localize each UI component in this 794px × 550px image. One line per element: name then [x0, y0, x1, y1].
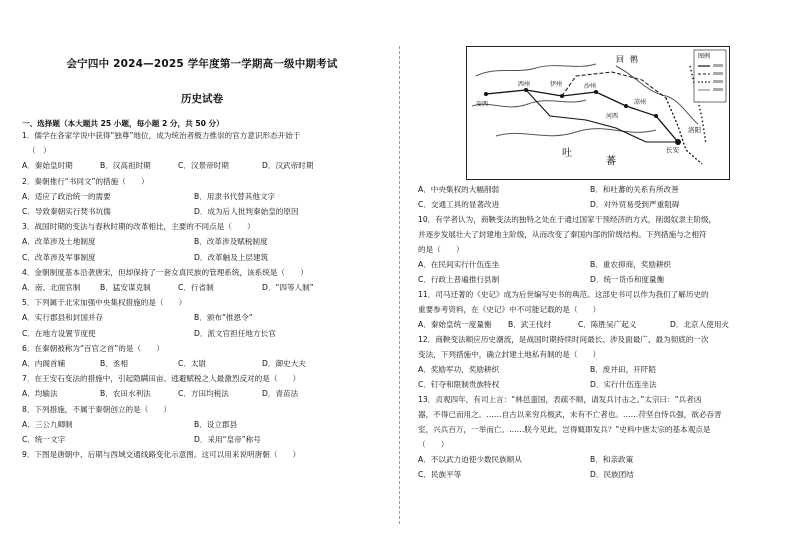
answer-option: C．汉景帝时期 [178, 161, 229, 171]
answer-option: D．采用“皇帝”称号 [194, 435, 261, 444]
answer-option: B．废井田，开阡陌 [590, 365, 656, 374]
answer-option: C．交通工具的显著改进 [418, 200, 500, 209]
answer-option: B．农田水利法 [100, 389, 151, 399]
question-stem: 重要参考资料，在《史记》中不可能记载的是（ ） [418, 305, 601, 314]
answer-option: B．和亲政策 [590, 455, 634, 464]
answer-option: A．内阁首辅 [22, 359, 66, 368]
answer-option: B．改革涉及赋税制度 [194, 237, 268, 247]
answer-option: B．颁布“推恩令” [194, 313, 253, 323]
answer-option: D．“四等人制” [262, 283, 314, 292]
question-stem: （ ） [418, 440, 449, 449]
answer-option: C．钉夺和限制贵族特权 [418, 380, 500, 389]
question-stem: 3．战国时期的变法与春秋时期的改革相比，主要的不同点是（ ） [22, 222, 255, 232]
map-label-hui: 回 [616, 55, 624, 64]
answer-option: A．中央集权的大幅削弱 [418, 185, 500, 194]
map-label-anxi: 安西 [476, 101, 489, 108]
map-legend-title: 图例 [698, 53, 711, 60]
question-stem: 6．在秦朝被称为“百官之首”的是（ ） [22, 343, 164, 353]
answer-option: B．猛安谋克制 [100, 283, 151, 292]
answer-option: C．陈胜吴广起义 [578, 320, 637, 329]
answer-option: A．在民间实行什伍连坐 [418, 260, 500, 269]
column-divider [399, 46, 400, 524]
question-stem: 12．商鞅变法顺应历史潮流，是战国时期持续时间最长、涉及面最广、最为彻底的一次 [418, 335, 709, 344]
answer-option: A．三公九卿制 [22, 419, 73, 429]
answer-option: B．重农抑商，奖励耕织 [590, 260, 672, 269]
answer-option: D．实行什伍连坐法 [590, 380, 657, 389]
question-stem: 室，兴兵百万，一举而亡。……朕今见此，岂得辄即发兵？”史料中唐太宗的基本观点是 [418, 425, 711, 434]
answer-option: A．均输法 [22, 389, 58, 399]
question-stem: 7．在王安石变法的措施中，引起隐瞒田亩、逃避赋税之人最激烈反对的是（ ） [22, 374, 301, 384]
answer-option: D．民族团结 [590, 470, 634, 479]
question-stem: （ ） [28, 146, 51, 156]
question-stem: 11．司马迁著的《史记》成为后世编写史书的典范。这部史书可以作为我们了解历史的 [418, 290, 709, 299]
answer-option: B．武王伐纣 [508, 320, 552, 329]
map-label-tu: 吐 [562, 148, 572, 159]
question-stem: 器，不得已而用之。……自古以来穷兵极武，未有不亡者也。……苻坚自恃兵强，欲必吞晋 [418, 410, 722, 419]
map-label-hu: 鹘 [630, 55, 638, 64]
section-heading: 一、选择题（本大题共 25 小题，每小题 2 分，共 50 分） [22, 119, 224, 128]
answer-option: D．对外贸易受到严重阻碍 [590, 200, 680, 209]
answer-option: A．奖励军功，奖励耕织 [418, 365, 500, 374]
map-label-shazhou: 沙州 [584, 83, 597, 90]
answer-option: B．和吐蕃的关系有所改善 [590, 185, 679, 194]
answer-option: D．统一货币和度量衡 [590, 275, 665, 284]
answer-option: A．适应了政治统一的需要 [22, 191, 111, 201]
map-label-yizhou: 伊州 [550, 81, 563, 88]
answer-option: D．成为后人批判秦始皇的原因 [194, 207, 299, 216]
answer-option: C．导致秦朝实行焚书坑儒 [22, 207, 111, 216]
question-stem: 13．贞观四年，有司上言：“林邑蛮国，表疏不顺，请发兵讨击之。”太宗曰：“兵者凶 [418, 395, 702, 404]
map-label-xizhou: 西州 [518, 81, 531, 88]
question-stem: 10．有学者认为，商鞅变法的独特之处在于通过国家干预经济的方式，削弱奴隶主阶级， [418, 215, 717, 224]
answer-option: D．派文官担任地方长官 [194, 328, 276, 338]
answer-option: C．改革涉及军事制度 [22, 252, 96, 262]
map-label-liangzhou: 凉州 [634, 99, 647, 106]
answer-option: B．汉高祖时期 [100, 161, 151, 171]
exam-title: 会宁四中 2024—2025 学年度第一学期高一级中期考试 [66, 58, 338, 70]
answer-option: D．青苗法 [262, 389, 299, 399]
question-stem: 变法，下列措施中，确立封建土地私有制的是（ ） [418, 350, 601, 359]
map-label-luoyang: 洛阳 [688, 126, 701, 134]
question-stem: 的是（ ） [418, 245, 464, 254]
question-stem: 9．下图是唐朝中、后期与西域交通线路变化示意图。这可以用来说明唐朝（ ） [22, 450, 301, 460]
answer-option: A．不以武力迫使少数民族顺从 [418, 455, 522, 464]
answer-option: A．实行郡县和封国并存 [22, 313, 104, 323]
map-svg [466, 46, 730, 180]
answer-option: A．改革涉及土地制度 [22, 237, 96, 247]
answer-option: C．民族平等 [418, 470, 462, 479]
map-label-fan: 蕃 [606, 156, 616, 167]
answer-option: B．丞相 [100, 359, 128, 368]
map-label-changan: 长安 [666, 146, 679, 154]
exam-subject: 历史试卷 [181, 93, 223, 105]
answer-option: C．统一文字 [22, 435, 66, 444]
map-label-hexi: 河西 [606, 113, 619, 120]
answer-option: C．在地方设置节度使 [22, 328, 96, 338]
question-stem: 5．下列属于北宋加强中央集权措施的是（ ） [22, 298, 187, 308]
answer-option: C．方田均税法 [178, 389, 229, 399]
question-stem: 2．秦朝推行“书同文”的措施（ ） [22, 176, 149, 186]
tang-route-map [466, 46, 730, 180]
answer-option: B．设立郡县 [194, 419, 238, 429]
answer-option: C．行省制 [178, 283, 214, 292]
answer-option: A．秦始皇时期 [22, 161, 73, 171]
question-stem: 8．下列措施，不属于秦朝创立的是（ ） [22, 404, 172, 414]
question-stem: 1．儒学在各家学说中获得“独尊”地位，成为统治者极力推崇的官方意识形态开始于 [22, 131, 301, 140]
question-stem: 并逐步发展壮大了封建地主阶级，从而改变了秦国内部的阶级结构。下列措施与之相符 [418, 230, 707, 239]
answer-option: C．太尉 [178, 359, 207, 368]
answer-option: C．行政上普遍推行县制 [418, 275, 500, 284]
question-stem: 4．金朝制度基本沿袭唐宋，但却保持了一套女真民族的管理系统，该系统是（ ） [22, 267, 308, 277]
answer-option: D．北京人使用火 [670, 320, 730, 329]
answer-option: D．改革触及上层建筑 [194, 252, 269, 262]
answer-option: B．用隶书代替其他文字 [194, 191, 276, 201]
answer-option: D．汉武帝时期 [262, 161, 314, 171]
answer-option: A．秦始皇统一度量衡 [418, 320, 492, 329]
answer-option: A．南、北面官制 [22, 283, 81, 292]
answer-option: D．御史大夫 [262, 359, 306, 368]
